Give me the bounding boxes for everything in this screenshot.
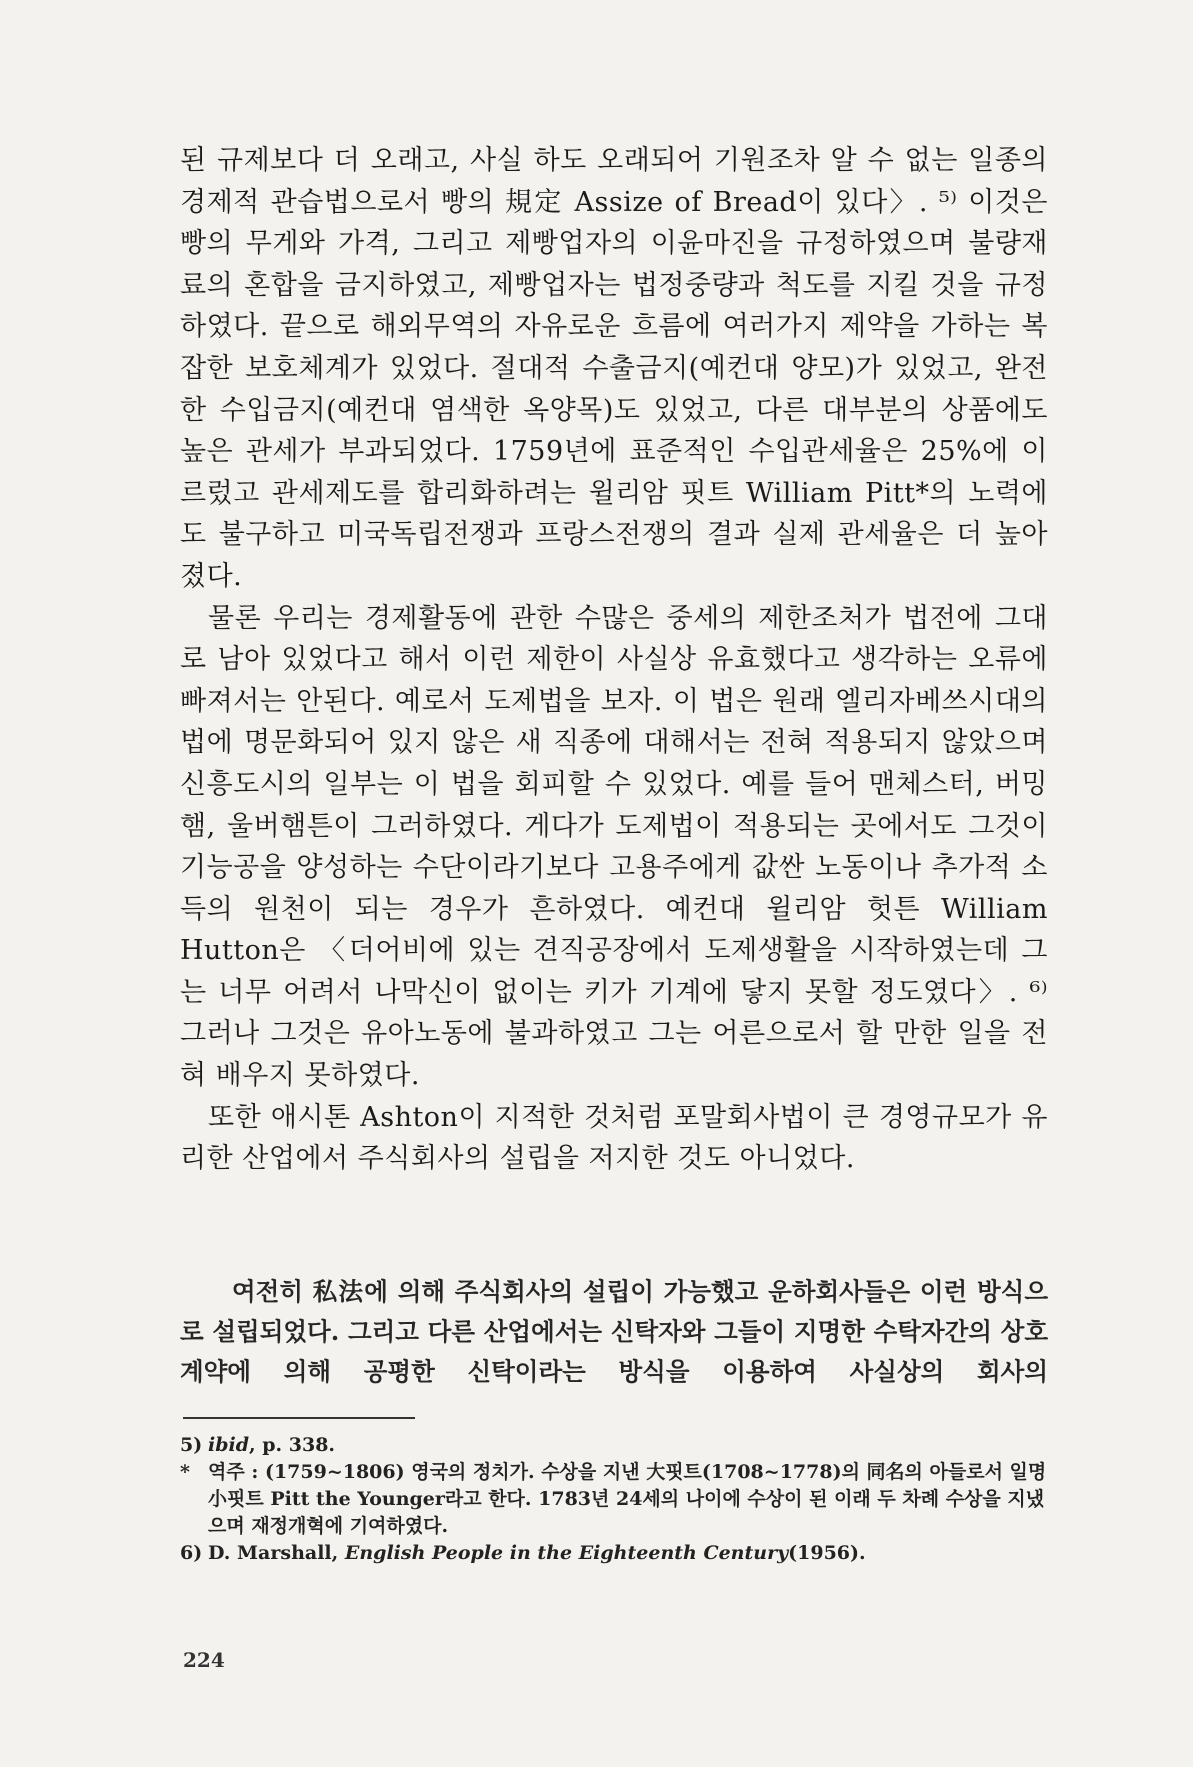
quote-text: 여전히 私法에 의해 주식회사의 설립이 가능했고 운하회사들은 이런 방식으로 설립되었다. 그리고 다른 산업에서는 신탁자와 그들이 지명한 수탁자간의 상호계약에 의해 공평한 신탁이라는 방식을 이용하여 사실상의 회사의 xyxy=(180,1277,1048,1386)
body-paragraph-3: 또한 애시톤 Ashton이 지적한 것처럼 포말회사법이 큰 경영규모가 유리한 산업에서 주식회사의 설립을 저지한 것도 아니었다. xyxy=(180,1101,1048,1175)
footnote-5 xyxy=(180,1432,1048,1459)
body-paragraph-1: 된 규제보다 더 오래고, 사실 하도 오래되어 기원조차 알 수 없는 일종의 경제적 관습법으로서 빵의 規定 Assize of Bread이 있다〉. ⁵⁾ 이것은 빵의 무게와 가격, 그리고 제빵업자의 이윤마진을 규정하였으며 불량재료의 혼합을 금지하였고, 제빵업자는 법정중량과 척도를 지킬 것을 규정하였다. 끝으로 해외무역의 자유로운 흐름에 여러가지 제약을 가하는 복잡한 보호체계가 있었다. 절대적 수출금지(예컨대 양모)가 있었고, 완전한 수입금지(예컨대 염색한 옥양목)도 있었고, 다른 대부분의 상품에도 높은 관세가 부과되었다. 1759년에 표준적인 수입관세율은 25%에 이르렀고 관세제도를 합리화하려는 윌리암 핏트 William Pitt*의 노력에도 불구하고 미국독립전쟁과 프랑스전쟁의 결과 실제 관세율은 더 높아졌다. xyxy=(180,145,1048,592)
footnote-6-title: English People in the Eighteenth Century xyxy=(344,1542,789,1564)
footnote-5-ref: ibid xyxy=(208,1434,250,1456)
footnote-6-year: (1956). xyxy=(788,1542,866,1564)
footnote-6 xyxy=(180,1540,1048,1567)
footnote-divider xyxy=(183,1417,415,1419)
footnote-6-mark: 6) xyxy=(180,1542,203,1564)
body-paragraph-2: 물론 우리는 경제활동에 관한 수많은 중세의 제한조처가 법전에 그대로 남아 있었다고 해서 이런 제한이 사실상 유효했다고 생각하는 오류에 빠져서는 안된다. 예로서 도제법을 보자. 이 법은 원래 엘리자베쓰시대의 법에 명문화되어 있지 않은 새 직종에 대해서는 전혀 적용되지 않았으며 신흥도시의 일부는 이 법을 회피할 수 있었다. 예를 들어 맨체스터, 버밍햄, 울버햄튼이 그러하였다. 게다가 도제법이 적용되는 곳에서도 그것이 기능공을 양성하는 수단이라기보다 고용주에게 값싼 노동이나 추가적 소득의 원천이 되는 경우가 흔하였다. 예컨대 윌리암 헛튼 William Hutton은 〈더어비에 있는 견직공장에서 도제생활을 시작하였는데 그는 너무 어려서 나막신이 없이는 키가 기계에 닿지 못할 정도였다〉. ⁶⁾ 그러나 그것은 유아노동에 불과하였고 그는 어른으로서 할 만한 일을 전혀 배우지 못하였다. xyxy=(180,602,1048,1092)
footnote-6-author: D. Marshall, xyxy=(208,1542,345,1564)
translator-note-text: 역주 : (1759~1806) 영국의 정치가. 수상을 지낸 大핏트(1708~1778)의 同名의 아들로서 일명 小핏트 Pitt the Younger라고 한다. 1783년 24세의 나이에 수상이 된 이래 두 차례 수상을 지냈으며 재정개혁에 기여하였다. xyxy=(208,1461,1047,1537)
block-quote xyxy=(180,1272,1048,1392)
main-text xyxy=(180,140,1048,1180)
translator-note xyxy=(180,1459,1048,1540)
footnote-5-mark: 5) xyxy=(180,1434,203,1456)
translator-note-mark: * xyxy=(180,1461,190,1483)
page-number: 224 xyxy=(183,1648,225,1672)
footnotes xyxy=(180,1432,1048,1567)
footnote-5-rest: , p. 338. xyxy=(249,1434,336,1456)
